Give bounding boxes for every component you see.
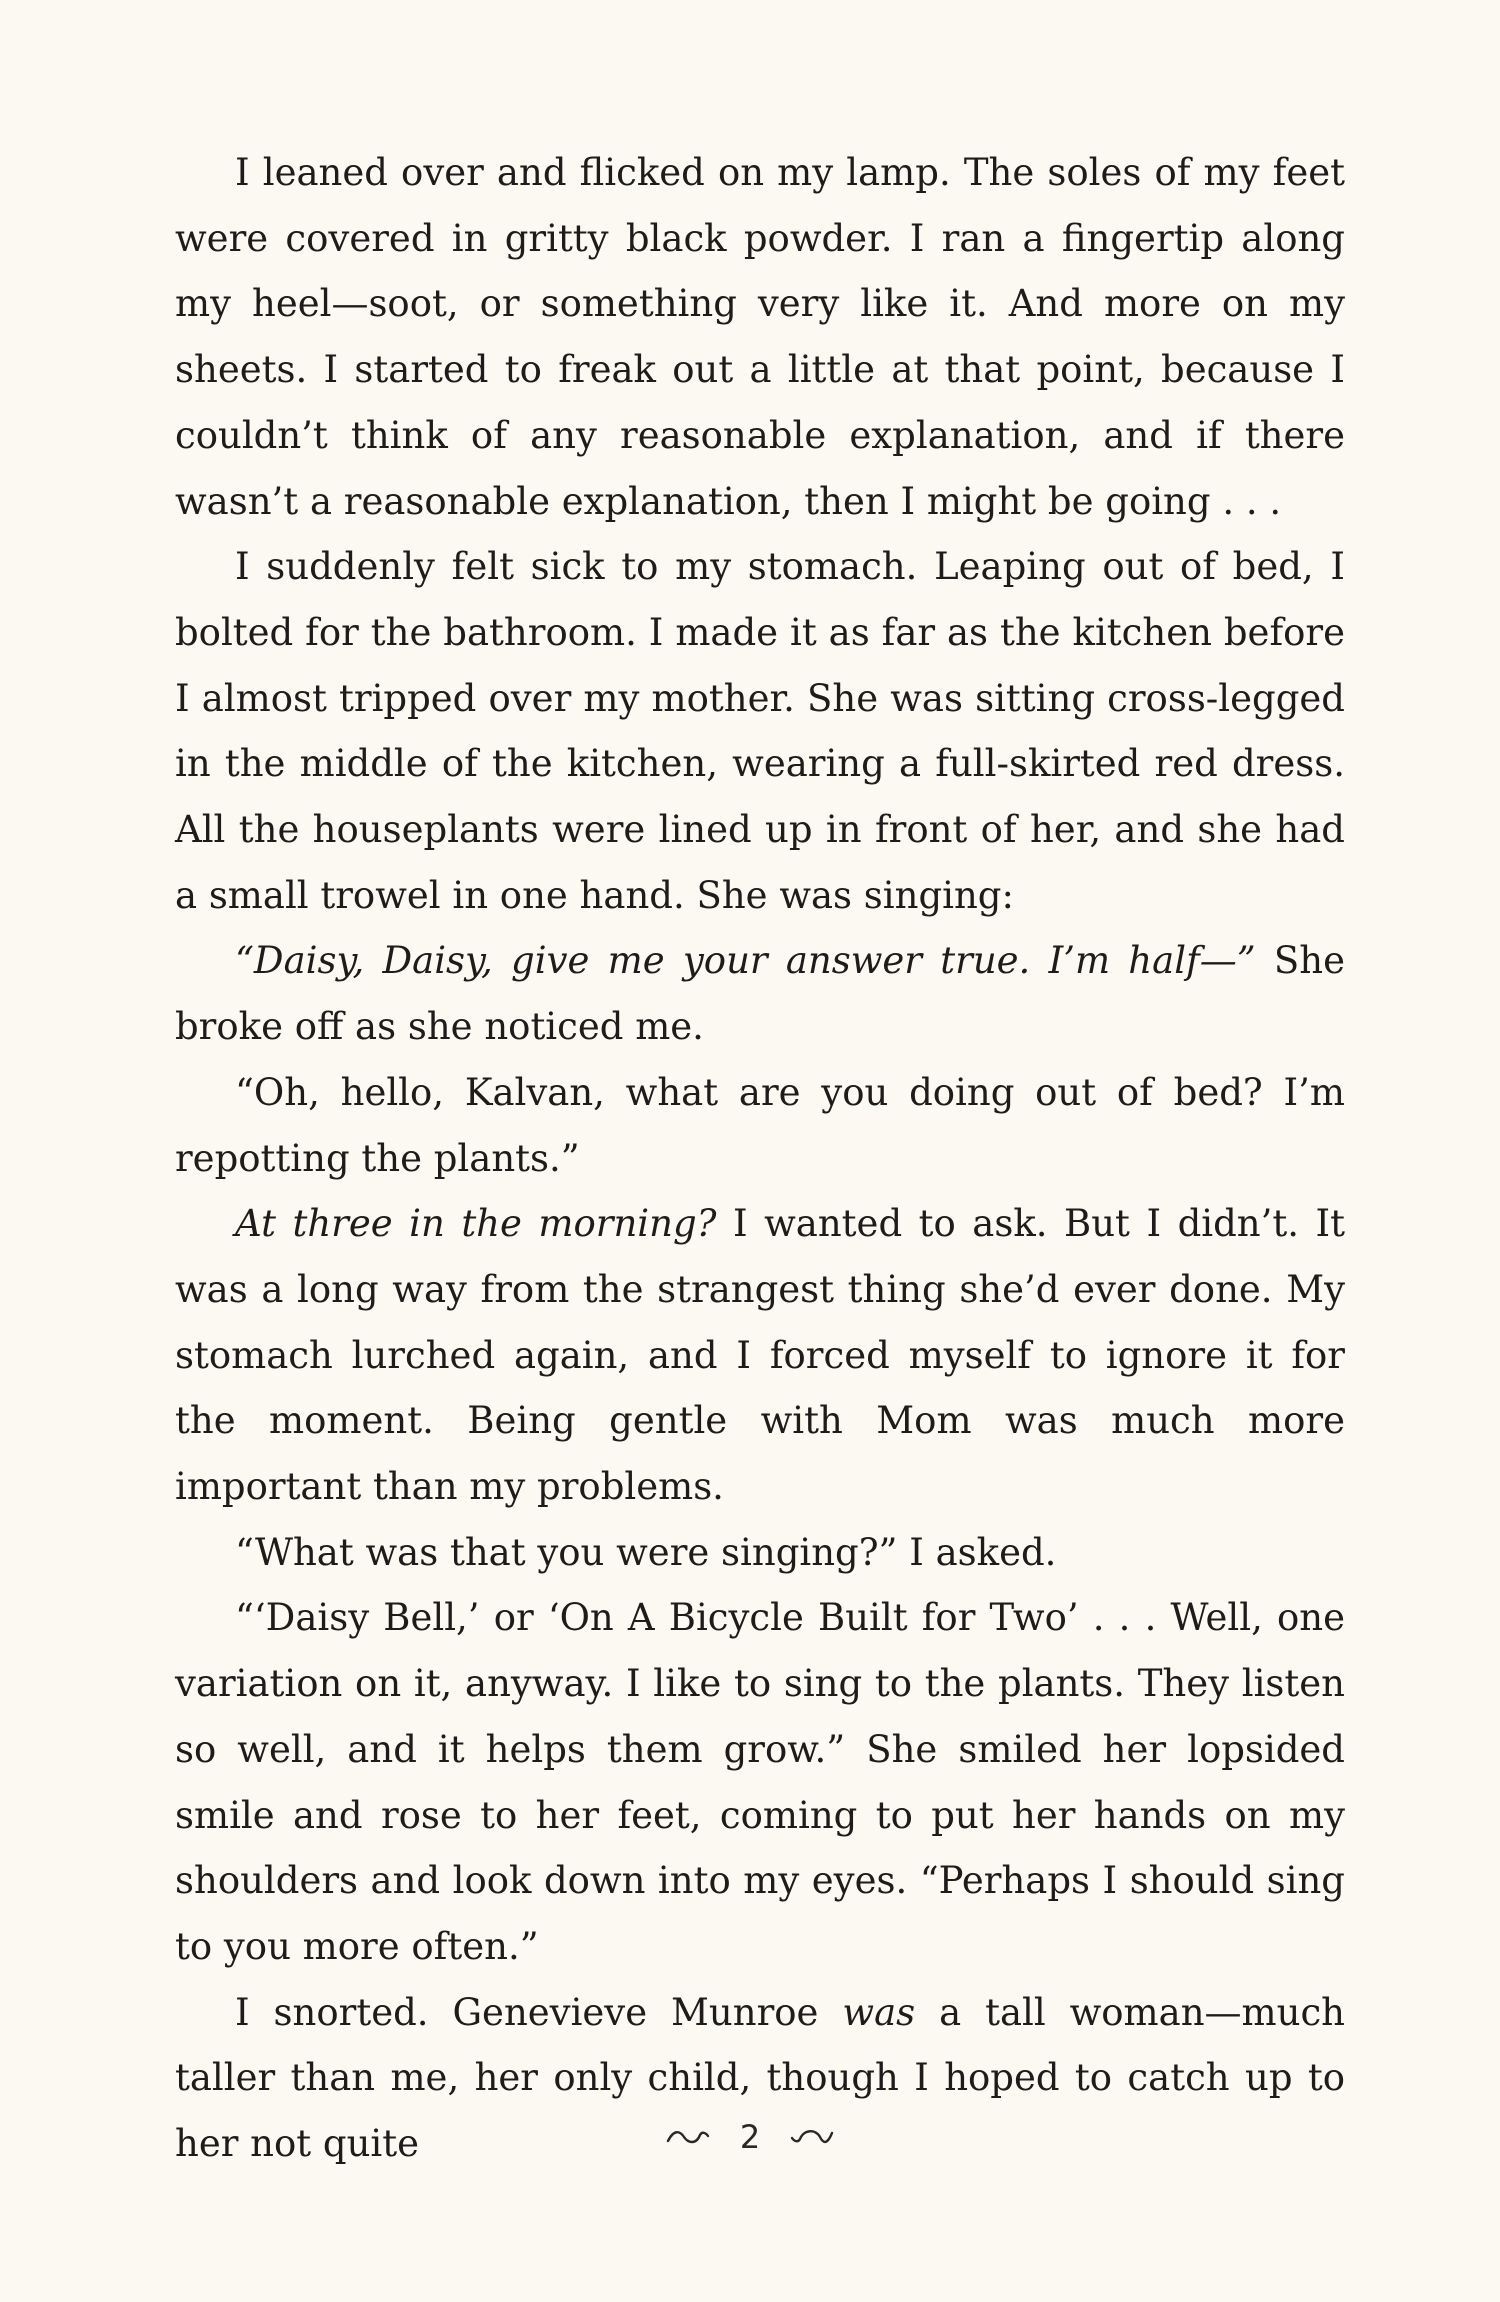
paragraph [175, 928, 1345, 1059]
text-run: “What was that you were singing?” I asked. [235, 1530, 1057, 1574]
paragraph [175, 534, 1345, 928]
swash-left-icon [666, 2127, 710, 2147]
text-run: I snorted. Genevieve Munroe [235, 1990, 843, 2034]
italic-text: At three in the morning? [235, 1202, 717, 1246]
paragraph [175, 140, 1345, 534]
page-number: 2 [739, 2118, 761, 2156]
paragraph [175, 1191, 1345, 1520]
paragraph [175, 1585, 1345, 1979]
text-run: “Oh, hello, Kalvan, what are you doing out of bed? I’m repotting the plants.” [175, 1070, 1345, 1180]
body-text [175, 140, 1345, 2177]
text-run: She broke off as she noticed me. [175, 939, 1346, 1049]
text-run: a tall woman—much taller than me, her only child, though I hoped to catch up to her not quite [175, 1990, 1345, 2166]
text-run: I leaned over and flicked on my lamp. The soles of my feet were covered in gritty black powder. I ran a fingertip along my heel—soot, or something very like it. And more on my sheets. I started to freak out a little at that point, because I couldn’t think of any reasonable explanation, and if there wasn’t a reasonable explanation, then I might be going . . . [175, 151, 1345, 523]
text-run: I suddenly felt sick to my stomach. Leaping out of bed, I bolted for the bathroom. I made it as far as the kitchen before I almost tripped over my mother. She was sitting cross-legged in the middle of the kitchen, wearing a full-skirted red dress. All the houseplants were lined up in front of her, and she had a small trowel in one hand. She was singing: [175, 545, 1345, 917]
swash-right-icon [790, 2127, 834, 2147]
page-footer [0, 2118, 1500, 2156]
text-run: “‘Daisy Bell,’ or ‘On A Bicycle Built for Two’ . . . Well, one variation on it, anyway. I like to sing to the plants. They listen so well, and it helps them grow.” She smiled her lopsided smile and rose to her feet, coming to put her hands on my shoulders and look down into my eyes. “Perhaps I should sing to you more often.” [175, 1596, 1345, 1968]
italic-text: was [842, 1990, 916, 2034]
italic-text: “Daisy, Daisy, give me your answer true. I’m half—” [235, 939, 1256, 983]
paragraph [175, 1520, 1345, 1586]
paragraph [175, 1060, 1345, 1191]
text-run: I wanted to ask. But I didn’t. It was a long way from the strangest thing she’d ever done. My stomach lurched again, and I forced myself to ignore it for the moment. Being gentle with Mom was much more important than my problems. [175, 1202, 1345, 1509]
